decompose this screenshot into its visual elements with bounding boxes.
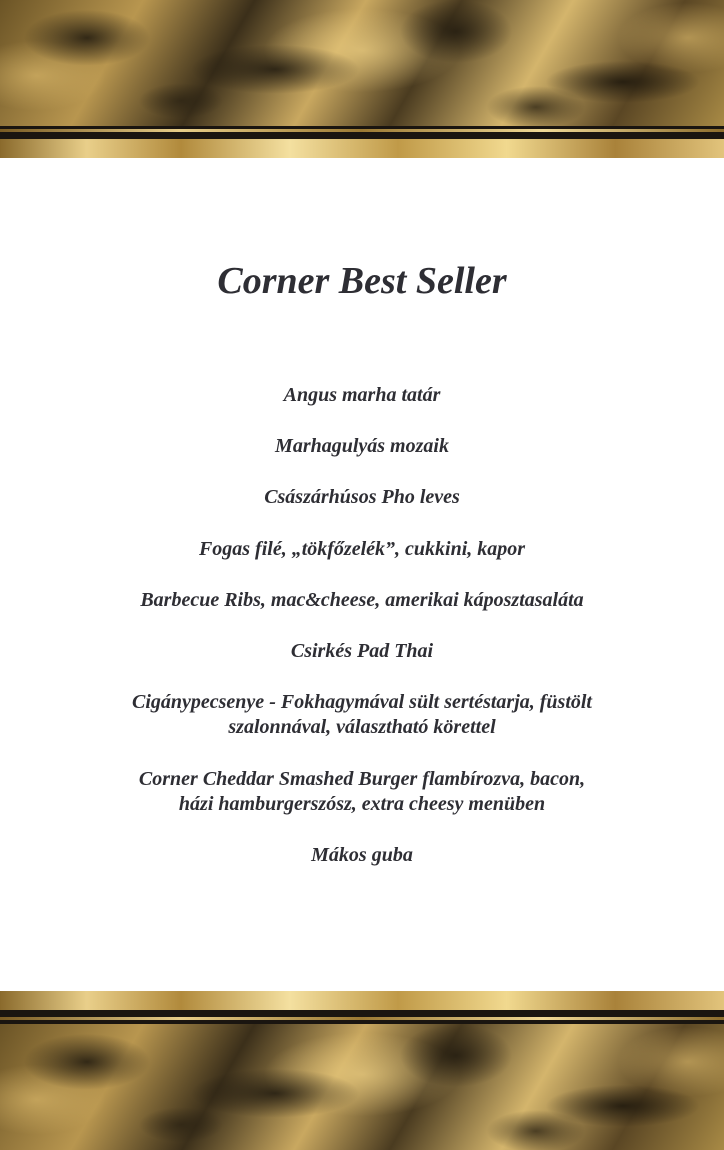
menu-item-text: Angus marha tatár — [283, 384, 441, 406]
menu-item-text: Barbecue Ribs, mac&cheese, amerikai káposztasaláta — [140, 589, 584, 611]
top-border-dark-stripe — [0, 132, 724, 139]
menu-item-text: Csirkés Pad Thai — [290, 640, 434, 662]
menu-list — [62, 383, 662, 868]
menu-item — [62, 843, 662, 868]
menu-item-text: Marhagulyás mozaik — [275, 435, 449, 457]
menu-item — [62, 690, 662, 740]
menu-item-text: Cigánypecsenye - Fokhagymával sült sertéstarja, füstölt — [132, 691, 592, 713]
menu-item-text-continued: házi hamburgerszósz, extra cheesy menüben — [178, 793, 546, 815]
menu-item — [62, 588, 662, 613]
menu-title: Corner Best Seller — [217, 260, 507, 302]
bottom-marble-border — [0, 1024, 724, 1150]
menu-item — [62, 485, 662, 510]
menu-item-text: Császárhúsos Pho leves — [264, 486, 460, 508]
menu-item — [62, 639, 662, 664]
menu-item — [62, 537, 662, 562]
menu-item — [62, 434, 662, 459]
bottom-border-dark-stripe — [0, 1010, 724, 1017]
menu-item-text: Mákos guba — [311, 844, 413, 866]
menu-item — [62, 383, 662, 408]
menu-item-text: Fogas filé, „tökfőzelék”, cukkini, kapor — [198, 538, 526, 560]
top-marble-border — [0, 0, 724, 126]
menu-item-text-continued: szalonnával, választható körettel — [228, 716, 496, 738]
menu-item — [62, 767, 662, 817]
menu-item-text: Corner Cheddar Smashed Burger flambírozva, bacon, — [138, 768, 586, 790]
bottom-border-gold-bar — [0, 991, 724, 1010]
top-border-gold-bar — [0, 139, 724, 158]
